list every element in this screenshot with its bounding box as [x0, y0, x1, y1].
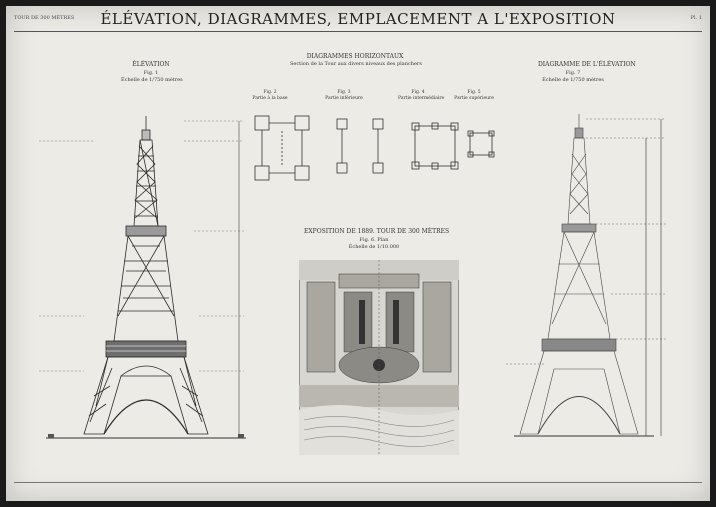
left-section-title: ÉLÉVATION [132, 61, 170, 68]
left-section-scale: Échelle de 1/750 mètres [121, 77, 183, 83]
diagram-fig-2-number: Fig. 2 [263, 90, 277, 95]
diagram-fig-5-label: Partie supérieure [454, 96, 494, 101]
exposition-site-plan [299, 260, 459, 455]
map-fig: Fig. 6. Plan [359, 237, 389, 243]
plate-series-label: TOUR DE 300 MÈTRES [14, 15, 75, 21]
plate-title: ÉLÉVATION, DIAGRAMMES, EMPLACEMENT A L'EXPOSITION [100, 10, 616, 28]
right-section-scale: Échelle de 1/750 mètres [542, 77, 604, 83]
diagram-fig-4-label: Partie intermédiaire [398, 96, 445, 101]
footer-rule [14, 482, 702, 483]
diagram-fig-3-number: Fig. 3 [337, 90, 351, 95]
horizontal-diagrams [250, 111, 500, 201]
diagram-fig-2 [255, 116, 309, 180]
map-title: EXPOSITION DE 1889. TOUR DE 300 MÈTRES [304, 228, 450, 235]
right-dimension-lines [486, 114, 696, 444]
diagram-fig-2-label: Partie à la base [252, 96, 288, 101]
diagram-fig-5-number: Fig. 5 [467, 90, 481, 95]
right-section-title: DIAGRAMME DE L'ÉLÉVATION [538, 61, 636, 68]
diagram-fig-4-number: Fig. 4 [411, 90, 425, 95]
map-scale: Échelle de 1/10.000 [348, 244, 400, 250]
plate-number: Pl. 1 [690, 15, 702, 21]
plate-sheet [6, 6, 710, 501]
header-rule [14, 31, 702, 32]
right-section-fig: Fig. 7 [565, 70, 581, 76]
diagrams-title: DIAGRAMMES HORIZONTAUX [306, 53, 404, 60]
left-section-fig: Fig. 1 [143, 70, 159, 76]
left-dimension-lines [34, 116, 259, 446]
diagrams-subtitle: Section de la Tour aux divers niveaux des planchers [290, 61, 422, 67]
diagram-fig-3-label: Partie inférieure [325, 96, 363, 101]
